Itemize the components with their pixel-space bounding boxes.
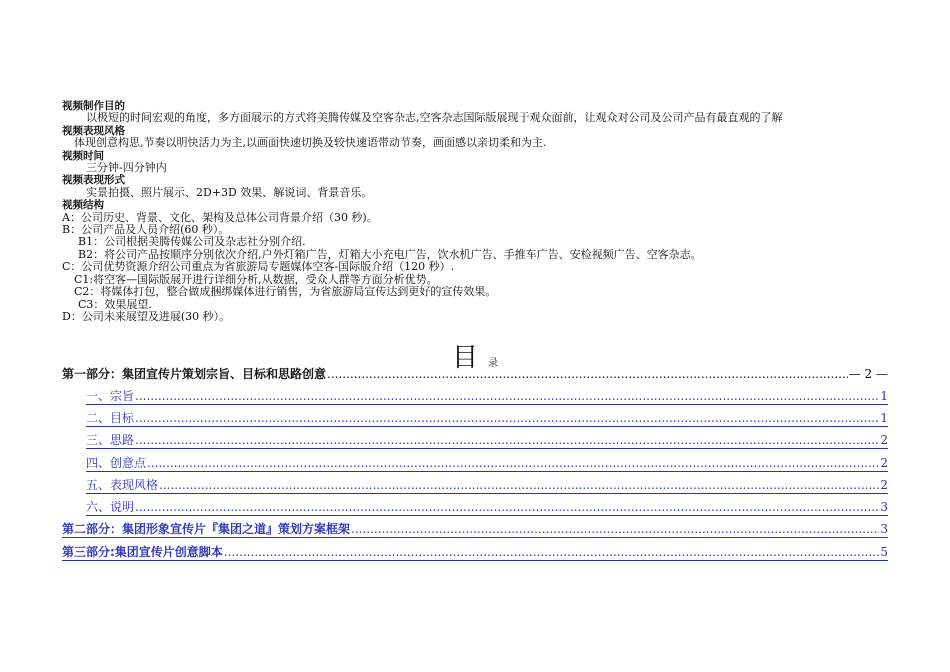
toc-title-sub: 录 bbox=[488, 358, 498, 369]
toc-link-label: 五、表现风格 bbox=[86, 478, 159, 492]
structure-item-c: C：公司优势资源介绍公司重点为省旅游局专题媒体空客-国际版介绍（120 秒）. bbox=[62, 260, 455, 274]
toc-page-number: 1 bbox=[880, 411, 888, 425]
toc-page-number: 2 bbox=[880, 433, 888, 447]
toc-leader-dots bbox=[159, 478, 879, 493]
structure-item-c2: C2：将媒体打包，整合做成捆绑媒体进行销售，为省旅游局宣传达到更好的宣传效果。 bbox=[74, 285, 497, 299]
toc-link-style[interactable] bbox=[86, 478, 888, 494]
toc-part-1 bbox=[62, 367, 888, 382]
paragraph: 以极短的时间宏观的角度，多方面展示的方式将美腾传媒及空客杂志,空客杂志国际版展现于观众面前，让观众对公司及公司产品有最直观的了解 bbox=[86, 111, 783, 125]
toc-link-creative-points[interactable] bbox=[86, 456, 888, 472]
toc-part-2-label: 第二部分：集团形象宣传片『集团之道』策划方案框架 bbox=[62, 522, 351, 536]
toc-link-goal[interactable] bbox=[86, 411, 888, 427]
toc-leader-dots bbox=[327, 367, 848, 382]
toc-part-3-page: 5 bbox=[880, 545, 888, 559]
toc-page-number: 2 bbox=[880, 478, 888, 492]
toc-leader-dots bbox=[135, 433, 879, 448]
toc-part-2-page: 3 bbox=[880, 522, 888, 536]
toc-link-approach[interactable] bbox=[86, 433, 888, 449]
toc-leader-dots bbox=[147, 456, 879, 471]
toc-leader-dots bbox=[135, 389, 879, 404]
paragraph: 实景拍摄、照片展示、2D+3D 效果、解说词、背景音乐。 bbox=[86, 185, 373, 199]
paragraph: 体现创意构思,节奏以明快活力为主,以画面快速切换及较快速语带动节奏，画面感以亲切柔和为主. bbox=[74, 136, 547, 150]
toc-link-label: 六、说明 bbox=[86, 500, 135, 514]
toc-part-3-label: 第三部分:集团宣传片创意脚本 bbox=[62, 545, 223, 559]
structure-item-c1: C1:将空客—国际版展开进行详细分析,从数据，受众人群等方面分析优势。 bbox=[74, 272, 438, 286]
paragraph: 三分钟-四分钟内 bbox=[86, 161, 167, 175]
toc-leader-dots bbox=[135, 500, 879, 515]
structure-item-b1: B1：公司根据美腾传媒公司及杂志社分别介绍. bbox=[78, 235, 306, 249]
toc-leader-dots bbox=[224, 545, 880, 560]
toc-link-purpose[interactable] bbox=[86, 389, 888, 405]
toc-part-1-label: 第一部分：集团宣传片策划宗旨、目标和思路创意 bbox=[62, 367, 327, 381]
section-heading: 视频时间 bbox=[62, 149, 104, 162]
toc-leader-dots bbox=[351, 522, 879, 537]
video-brief bbox=[62, 100, 892, 323]
toc-part-2[interactable] bbox=[62, 522, 888, 538]
toc-link-notes[interactable] bbox=[86, 500, 888, 516]
section-heading: 视频表现风格 bbox=[62, 124, 125, 137]
toc-part-3[interactable] bbox=[62, 545, 888, 561]
section-heading: 视频结构 bbox=[62, 199, 104, 212]
toc-page-number: 2 bbox=[880, 456, 888, 470]
toc-part-1-page: — 2 — bbox=[848, 367, 888, 381]
toc-leader-dots bbox=[135, 411, 879, 426]
toc-link-label: 二、目标 bbox=[86, 411, 135, 425]
toc-link-label: 一、宗旨 bbox=[86, 389, 135, 403]
toc-link-label: 四、创意点 bbox=[86, 456, 147, 470]
structure-item-d: D：公司未来展望及进展(30 秒）。 bbox=[62, 309, 231, 323]
toc-page-number: 1 bbox=[880, 389, 888, 403]
section-heading: 视频制作目的 bbox=[62, 100, 125, 112]
structure-item-c3: C3：效果展望. bbox=[78, 297, 152, 311]
toc-title-main: 目 bbox=[451, 343, 478, 373]
structure-item-b2: B2：将公司产品按顺序分别依次介绍,户外灯箱广告，灯箱大小充电广告，饮水机广告、手推车广告、安检视频广告、空客杂志。 bbox=[78, 247, 702, 261]
structure-item-a: A：公司历史、背景、文化、架构及总体公司背景介绍（30 秒)。 bbox=[62, 210, 378, 224]
section-heading: 视频表现形式 bbox=[62, 174, 125, 187]
toc-link-label: 三、思路 bbox=[86, 433, 135, 447]
structure-item-b: B：公司产品及人员介绍(60 秒）。 bbox=[62, 223, 230, 237]
toc-page-number: 3 bbox=[880, 500, 888, 514]
